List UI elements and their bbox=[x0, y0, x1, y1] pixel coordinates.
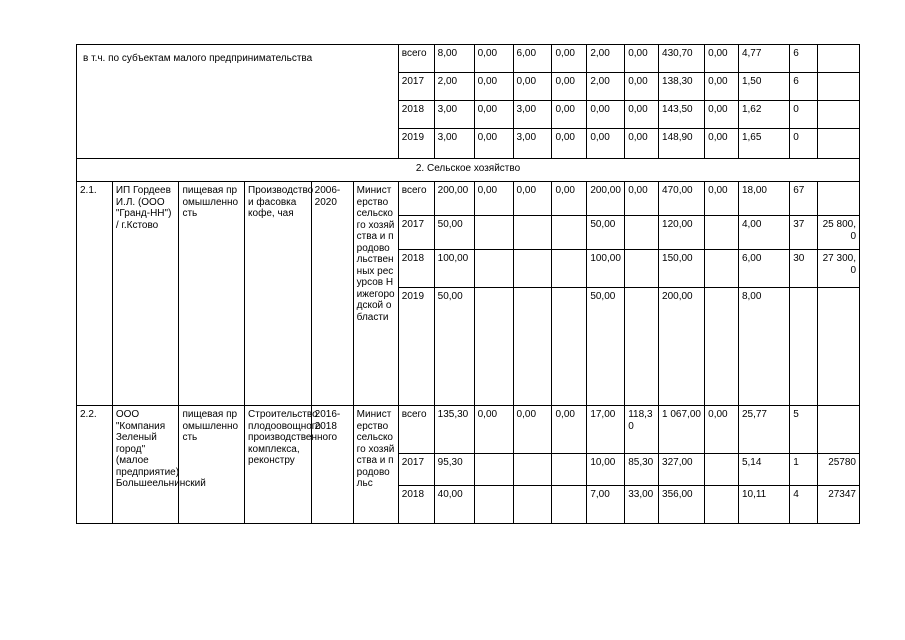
value-cell-7: 0,00 bbox=[705, 129, 739, 159]
project-description: Производство и фасовка кофе, чая bbox=[245, 182, 312, 406]
value-cell-8: 4,00 bbox=[738, 216, 789, 250]
value-cell-3 bbox=[552, 288, 587, 406]
value-cell-8: 1,65 bbox=[738, 129, 789, 159]
table-body bbox=[77, 45, 860, 524]
value-cell-6: 327,00 bbox=[659, 454, 705, 486]
value-cell-9: 0 bbox=[790, 129, 818, 159]
value-cell-7: 0,00 bbox=[705, 406, 739, 454]
value-cell-10 bbox=[817, 182, 859, 216]
value-cell-8: 8,00 bbox=[738, 288, 789, 406]
investment-table bbox=[76, 44, 860, 524]
project-period: 2016-2018 bbox=[311, 406, 353, 524]
value-cell-7 bbox=[705, 486, 739, 524]
value-cell-1 bbox=[474, 250, 513, 288]
value-cell-4: 2,00 bbox=[587, 73, 625, 101]
year-cell: 2019 bbox=[398, 129, 434, 159]
value-cell-0: 135,30 bbox=[434, 406, 474, 454]
value-cell-3 bbox=[552, 216, 587, 250]
value-cell-7 bbox=[705, 216, 739, 250]
value-cell-7: 0,00 bbox=[705, 101, 739, 129]
value-cell-0: 100,00 bbox=[434, 250, 474, 288]
value-cell-4: 10,00 bbox=[587, 454, 625, 486]
value-cell-2: 6,00 bbox=[513, 45, 552, 73]
value-cell-2 bbox=[513, 216, 552, 250]
value-cell-6: 200,00 bbox=[659, 288, 705, 406]
value-cell-5 bbox=[625, 288, 659, 406]
value-cell-6: 138,30 bbox=[659, 73, 705, 101]
value-cell-0: 50,00 bbox=[434, 288, 474, 406]
value-cell-6: 148,90 bbox=[659, 129, 705, 159]
value-cell-6: 470,00 bbox=[659, 182, 705, 216]
value-cell-10 bbox=[817, 129, 859, 159]
year-cell: 2018 bbox=[398, 486, 434, 524]
value-cell-8: 6,00 bbox=[738, 250, 789, 288]
project-period: 2006-2020 bbox=[311, 182, 353, 406]
value-cell-5 bbox=[625, 216, 659, 250]
year-cell: 2017 bbox=[398, 454, 434, 486]
value-cell-3: 0,00 bbox=[552, 101, 587, 129]
subtotal-label: в т.ч. по субъектам малого предпринимательства bbox=[77, 45, 399, 159]
value-cell-9: 30 bbox=[790, 250, 818, 288]
value-cell-1: 0,00 bbox=[474, 73, 513, 101]
value-cell-10 bbox=[817, 406, 859, 454]
year-cell: 2018 bbox=[398, 250, 434, 288]
value-cell-5: 0,00 bbox=[625, 45, 659, 73]
value-cell-2 bbox=[513, 454, 552, 486]
value-cell-6: 430,70 bbox=[659, 45, 705, 73]
value-cell-3: 0,00 bbox=[552, 45, 587, 73]
value-cell-5: 0,00 bbox=[625, 129, 659, 159]
value-cell-6: 120,00 bbox=[659, 216, 705, 250]
value-cell-1: 0,00 bbox=[474, 101, 513, 129]
project-industry: пищевая промышленность bbox=[179, 182, 245, 406]
value-cell-5: 0,00 bbox=[625, 73, 659, 101]
subtotal-row bbox=[77, 45, 860, 73]
value-cell-4: 0,00 bbox=[587, 101, 625, 129]
project-name: ИП Гордеев И.Л. (ООО "Гранд-НН") / г.Кстово bbox=[112, 182, 179, 406]
value-cell-8: 1,50 bbox=[738, 73, 789, 101]
value-cell-7: 0,00 bbox=[705, 45, 739, 73]
project-number: 2.1. bbox=[77, 182, 113, 406]
value-cell-8: 10,11 bbox=[738, 486, 789, 524]
value-cell-9: 37 bbox=[790, 216, 818, 250]
value-cell-2 bbox=[513, 486, 552, 524]
value-cell-4: 2,00 bbox=[587, 45, 625, 73]
value-cell-9: 1 bbox=[790, 454, 818, 486]
value-cell-3: 0,00 bbox=[552, 73, 587, 101]
project-industry: пищевая промышленность bbox=[179, 406, 245, 524]
value-cell-0: 3,00 bbox=[434, 129, 474, 159]
year-cell: 2019 bbox=[398, 288, 434, 406]
value-cell-6: 150,00 bbox=[659, 250, 705, 288]
value-cell-7: 0,00 bbox=[705, 182, 739, 216]
value-cell-0: 50,00 bbox=[434, 216, 474, 250]
value-cell-5: 118,30 bbox=[625, 406, 659, 454]
project-row bbox=[77, 182, 860, 216]
value-cell-9: 4 bbox=[790, 486, 818, 524]
value-cell-2: 0,00 bbox=[513, 73, 552, 101]
value-cell-1 bbox=[474, 454, 513, 486]
value-cell-6: 356,00 bbox=[659, 486, 705, 524]
value-cell-8: 25,77 bbox=[738, 406, 789, 454]
value-cell-10: 25 800,0 bbox=[817, 216, 859, 250]
value-cell-2 bbox=[513, 288, 552, 406]
year-cell: всего bbox=[398, 182, 434, 216]
value-cell-1: 0,00 bbox=[474, 45, 513, 73]
value-cell-3 bbox=[552, 250, 587, 288]
year-cell: 2017 bbox=[398, 73, 434, 101]
value-cell-7: 0,00 bbox=[705, 73, 739, 101]
section-row bbox=[77, 159, 860, 182]
value-cell-0: 3,00 bbox=[434, 101, 474, 129]
value-cell-1: 0,00 bbox=[474, 406, 513, 454]
value-cell-8: 5,14 bbox=[738, 454, 789, 486]
value-cell-10 bbox=[817, 73, 859, 101]
value-cell-10 bbox=[817, 288, 859, 406]
value-cell-1 bbox=[474, 486, 513, 524]
value-cell-9: 0 bbox=[790, 101, 818, 129]
value-cell-8: 4,77 bbox=[738, 45, 789, 73]
value-cell-10 bbox=[817, 101, 859, 129]
value-cell-9: 6 bbox=[790, 45, 818, 73]
value-cell-9: 67 bbox=[790, 182, 818, 216]
value-cell-1: 0,00 bbox=[474, 129, 513, 159]
value-cell-7 bbox=[705, 250, 739, 288]
value-cell-9: 5 bbox=[790, 406, 818, 454]
value-cell-2: 0,00 bbox=[513, 406, 552, 454]
value-cell-4: 17,00 bbox=[587, 406, 625, 454]
value-cell-0: 95,30 bbox=[434, 454, 474, 486]
value-cell-9 bbox=[790, 288, 818, 406]
project-ministry: Министерство сельского хозяйства и продовольс bbox=[353, 406, 398, 524]
year-cell: всего bbox=[398, 406, 434, 454]
value-cell-1: 0,00 bbox=[474, 182, 513, 216]
value-cell-2: 3,00 bbox=[513, 129, 552, 159]
value-cell-4: 7,00 bbox=[587, 486, 625, 524]
year-cell: 2017 bbox=[398, 216, 434, 250]
value-cell-4: 50,00 bbox=[587, 288, 625, 406]
value-cell-1 bbox=[474, 216, 513, 250]
project-number: 2.2. bbox=[77, 406, 113, 524]
value-cell-10: 25780 bbox=[817, 454, 859, 486]
value-cell-7 bbox=[705, 454, 739, 486]
value-cell-0: 2,00 bbox=[434, 73, 474, 101]
value-cell-10: 27347 bbox=[817, 486, 859, 524]
value-cell-2 bbox=[513, 250, 552, 288]
value-cell-5 bbox=[625, 250, 659, 288]
value-cell-9: 6 bbox=[790, 73, 818, 101]
value-cell-1 bbox=[474, 288, 513, 406]
value-cell-6: 1 067,00 bbox=[659, 406, 705, 454]
value-cell-3: 0,00 bbox=[552, 129, 587, 159]
value-cell-8: 18,00 bbox=[738, 182, 789, 216]
value-cell-3: 0,00 bbox=[552, 182, 587, 216]
value-cell-4: 0,00 bbox=[587, 129, 625, 159]
value-cell-4: 50,00 bbox=[587, 216, 625, 250]
project-name: ООО "Компания Зеленый город" (малое предприятие) Большеельнинский bbox=[112, 406, 179, 524]
project-description: Строительство плодоовощного производственного комплекса, реконстру bbox=[245, 406, 312, 524]
value-cell-4: 200,00 bbox=[587, 182, 625, 216]
value-cell-10 bbox=[817, 45, 859, 73]
year-cell: всего bbox=[398, 45, 434, 73]
value-cell-5: 0,00 bbox=[625, 182, 659, 216]
value-cell-2: 0,00 bbox=[513, 182, 552, 216]
value-cell-6: 143,50 bbox=[659, 101, 705, 129]
value-cell-3 bbox=[552, 486, 587, 524]
value-cell-5: 0,00 bbox=[625, 101, 659, 129]
value-cell-3 bbox=[552, 454, 587, 486]
value-cell-7 bbox=[705, 288, 739, 406]
value-cell-2: 3,00 bbox=[513, 101, 552, 129]
value-cell-4: 100,00 bbox=[587, 250, 625, 288]
value-cell-5: 33,00 bbox=[625, 486, 659, 524]
value-cell-3: 0,00 bbox=[552, 406, 587, 454]
value-cell-8: 1,62 bbox=[738, 101, 789, 129]
value-cell-5: 85,30 bbox=[625, 454, 659, 486]
project-row bbox=[77, 406, 860, 454]
year-cell: 2018 bbox=[398, 101, 434, 129]
value-cell-0: 8,00 bbox=[434, 45, 474, 73]
value-cell-10: 27 300,0 bbox=[817, 250, 859, 288]
section-title: 2. Сельское хозяйство bbox=[77, 159, 860, 182]
project-ministry: Министерство сельского хозяйства и продовольственных ресурсов Нижегородской области bbox=[353, 182, 398, 406]
value-cell-0: 40,00 bbox=[434, 486, 474, 524]
value-cell-0: 200,00 bbox=[434, 182, 474, 216]
